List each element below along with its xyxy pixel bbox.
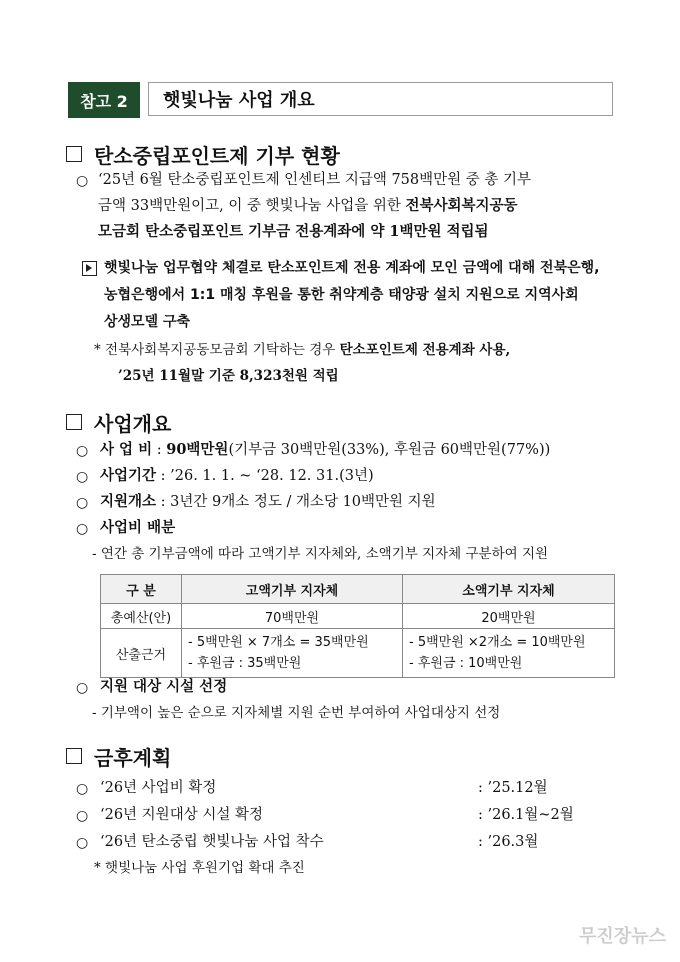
overview-budget: 사 업 비 : 90백만원(기부금 30백만원(33%), 후원금 60백만원(77%)) xyxy=(100,441,551,458)
plan-date-2: : ’26.1월~2월 xyxy=(478,807,574,823)
row-label: 산출근거 xyxy=(101,629,182,678)
circle-bullet-icon: ○ xyxy=(76,835,89,851)
overview-sites: 지원개소 : 3년간 9개소 정도 / 개소당 10백만원 지원 xyxy=(100,493,436,510)
circle-bullet-icon: ○ xyxy=(76,680,89,696)
circle-bullet-icon: ○ xyxy=(76,521,89,537)
circle-bullet-icon: ○ xyxy=(76,495,89,511)
circle-bullet-icon: ○ xyxy=(76,808,89,824)
arrow-line-3: 상생모델 구축 xyxy=(104,314,191,330)
table-header-high: 고액기부 지자체 xyxy=(182,575,403,604)
table-row xyxy=(101,604,615,629)
note-line-2: ’25년 11월말 기준 8,323천원 적립 xyxy=(118,368,339,384)
plan-task-2: ‘26년 지원대상 시설 확정 xyxy=(100,807,263,823)
checkbox-square-icon xyxy=(66,146,82,162)
page-title: 햇빛나눔 사업 개요 xyxy=(148,82,613,116)
circle-bullet-icon: ○ xyxy=(76,443,89,459)
circle-bullet-icon: ○ xyxy=(76,173,89,189)
table-header-category: 구 분 xyxy=(101,575,182,604)
carbon-line-3: 모금회 탄소중립포인트 기부금 전용계좌에 약 1백만원 적립됨 xyxy=(98,223,489,240)
high-basis: - 5백만원 × 7개소 = 35백만원 - 후원금 : 35백만원 xyxy=(182,629,403,678)
plan-date-3: : ’26.3월 xyxy=(478,834,539,850)
distribution-note: - 연간 총 기부금액에 따라 고액기부 지자체와, 소액기부 지자체 구분하여 지원 xyxy=(92,546,549,562)
low-basis: - 5백만원 ×2개소 = 10백만원 - 후원금 : 10백만원 xyxy=(403,629,615,678)
row-label: 총예산(안) xyxy=(101,604,182,629)
arrow-line-1: 햇빛나눔 업무협약 체결로 탄소포인트제 전용 계좌에 모인 금액에 대해 전북은행, xyxy=(104,260,600,276)
section-title: 금후계획 xyxy=(94,746,172,770)
checkbox-square-icon xyxy=(66,748,82,764)
circle-bullet-icon: ○ xyxy=(76,781,89,797)
note-line-1: * 전북사회복지공동모금회 기탁하는 경우 탄소포인트제 전용계좌 사용, xyxy=(94,342,511,358)
section-title: 탄소중립포인트제 기부 현황 xyxy=(94,144,340,168)
watermark-logo: 무진장뉴스 xyxy=(579,926,666,947)
plan-task-1: ‘26년 사업비 확정 xyxy=(100,780,217,796)
overview-distribution: 사업비 배분 xyxy=(100,519,176,536)
low-budget: 20백만원 xyxy=(403,604,615,629)
section-heading-plan xyxy=(66,742,171,771)
plan-task-3: ‘26년 탄소중립 햇빛나눔 사업 착수 xyxy=(100,834,324,850)
plan-note: * 햇빛나눔 사업 후원기업 확대 추진 xyxy=(94,860,305,876)
section-title: 사업개요 xyxy=(94,412,172,436)
section-heading-overview xyxy=(66,408,171,437)
carbon-line-2: 금액 33백만원이고, 이 중 햇빛나눔 사업을 위한 전북사회복지공동 xyxy=(98,197,518,214)
arrow-box-icon xyxy=(82,261,97,276)
selection-title: 지원 대상 시설 선정 xyxy=(100,678,228,695)
plan-date-1: : ’25.12월 xyxy=(478,780,548,796)
high-budget: 70백만원 xyxy=(182,604,403,629)
budget-table xyxy=(100,574,615,678)
overview-period: 사업기간 : ’26. 1. 1. ~ ‘28. 12. 31.(3년) xyxy=(100,467,374,484)
table-header-low: 소액기부 지자체 xyxy=(403,575,615,604)
arrow-line-2: 농협은행에서 1:1 매칭 후원을 통한 취약계층 태양광 설치 지원으로 지역사회 xyxy=(104,287,579,303)
carbon-line-1: ‘25년 6월 탄소중립포인트제 인센티브 지급액 758백만원 중 총 기부 xyxy=(98,172,532,188)
selection-note: - 기부액이 높은 순으로 지자체별 지원 순번 부여하여 사업대상지 선정 xyxy=(92,705,501,721)
header-bar xyxy=(68,82,613,118)
circle-bullet-icon: ○ xyxy=(76,469,89,485)
checkbox-square-icon xyxy=(66,414,82,430)
section-heading-carbon xyxy=(66,140,340,169)
reference-tag: 참고 2 xyxy=(68,82,140,118)
table-row xyxy=(101,629,615,678)
